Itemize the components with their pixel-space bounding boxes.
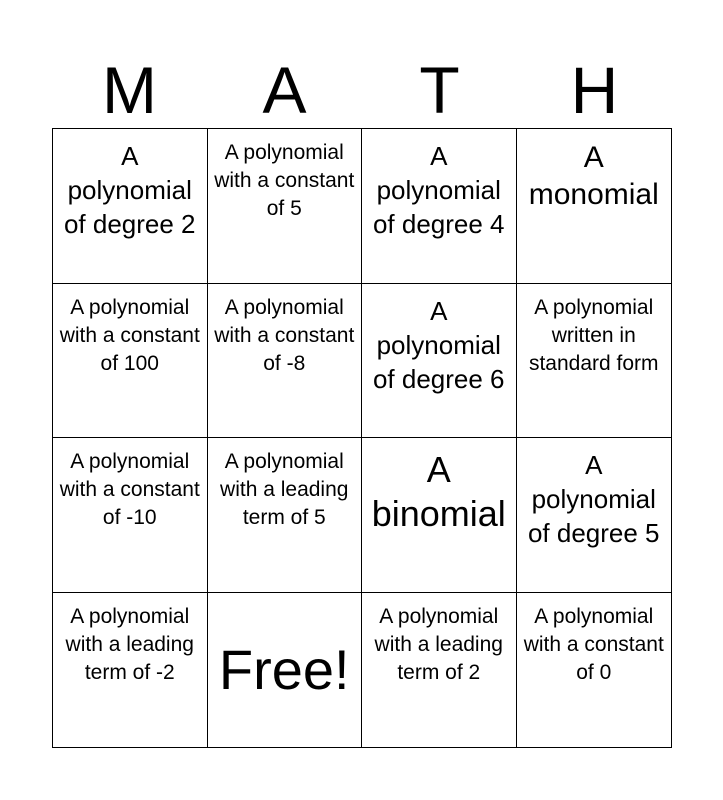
cell-text: A polynomial with a constant of 100 bbox=[59, 295, 200, 375]
header-letter-m: M bbox=[102, 53, 157, 127]
bingo-cell[interactable] bbox=[53, 284, 208, 439]
bingo-cell[interactable] bbox=[362, 438, 517, 593]
bingo-cell[interactable] bbox=[517, 438, 672, 593]
bingo-cell[interactable] bbox=[208, 129, 363, 284]
cell-text: A polynomial of degree 4 bbox=[372, 141, 505, 239]
bingo-cell[interactable] bbox=[517, 129, 672, 284]
cell-text: A polynomial of degree 2 bbox=[63, 141, 196, 239]
cell-text: A polynomial with a constant of -10 bbox=[59, 450, 200, 529]
cell-text: A polynomial of degree 5 bbox=[527, 450, 660, 548]
bingo-cell[interactable] bbox=[517, 593, 672, 748]
cell-text: A polynomial of degree 6 bbox=[372, 295, 505, 394]
bingo-board bbox=[52, 128, 672, 748]
bingo-header bbox=[52, 52, 672, 128]
header-letter-h: H bbox=[570, 53, 619, 127]
bingo-cell[interactable] bbox=[362, 129, 517, 284]
cell-text: A polynomial with a leading term of -2 bbox=[65, 604, 194, 684]
bingo-cell[interactable] bbox=[362, 284, 517, 439]
bingo-cell[interactable] bbox=[208, 284, 363, 439]
bingo-cell[interactable] bbox=[517, 284, 672, 439]
bingo-cell[interactable] bbox=[208, 438, 363, 593]
bingo-cell[interactable] bbox=[53, 438, 208, 593]
header-letter-t: T bbox=[419, 53, 460, 127]
header-letter-a: A bbox=[262, 53, 307, 127]
cell-text: A polynomial with a constant of 0 bbox=[523, 604, 664, 684]
cell-text: A monomial bbox=[528, 141, 659, 211]
cell-text: A polynomial with a constant of -8 bbox=[214, 295, 355, 375]
cell-text: A polynomial with a leading term of 5 bbox=[220, 450, 349, 529]
cell-text: A polynomial with a leading term of 2 bbox=[374, 604, 503, 684]
free-space[interactable] bbox=[208, 593, 363, 748]
bingo-cell[interactable] bbox=[53, 593, 208, 748]
free-space-label: Free! bbox=[218, 637, 350, 701]
cell-text: A polynomial written in standard form bbox=[528, 295, 659, 375]
bingo-cell[interactable] bbox=[53, 129, 208, 284]
cell-text: A binomial bbox=[371, 449, 506, 534]
bingo-cell[interactable] bbox=[362, 593, 517, 748]
cell-text: A polynomial with a constant of 5 bbox=[214, 141, 355, 220]
